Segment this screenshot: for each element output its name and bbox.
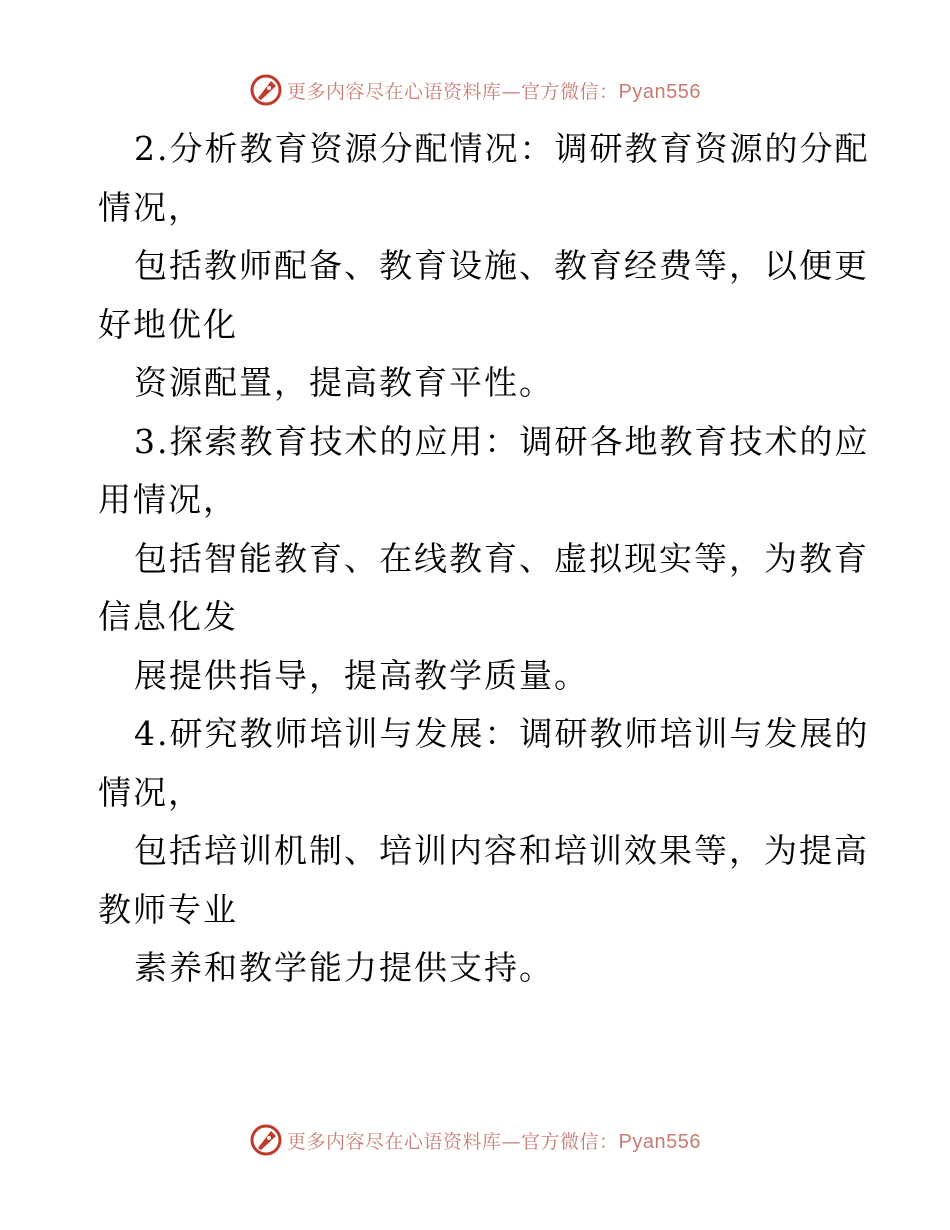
paragraph-line: 情况， <box>98 772 203 812</box>
paragraph-line: 包括智能教育、在线教育、虚拟现实等，为教育 <box>134 538 869 578</box>
watermark-text: 更多内容尽在心语资料库—官方微信：Pyan556 <box>287 1130 701 1153</box>
watermark-text: 更多内容尽在心语资料库—官方微信：Pyan556 <box>287 80 701 103</box>
paragraph-line: 教师专业 <box>98 889 238 929</box>
paragraph-line: 包括培训机制、培训内容和培训效果等，为提高 <box>134 831 869 870</box>
paragraph-line: 4.研究教师培训与发展：调研教师培训与发展的 <box>134 714 870 753</box>
paragraph-line: 资源配置，提高教育平性。 <box>134 363 554 402</box>
paragraph-line: 包括教师配备、教育设施、教育经费等，以便更 <box>134 246 869 285</box>
paragraph-line: 好地优化 <box>98 304 238 344</box>
document-body <box>98 120 870 998</box>
paragraph-line: 信息化发 <box>98 597 238 636</box>
paragraph-line: 3.探索教育技术的应用：调研各地教育技术的应 <box>134 421 870 461</box>
footer-watermark <box>0 1120 950 1160</box>
paragraph-line: 展提供指导，提高教学质量。 <box>134 655 589 695</box>
header-watermark <box>0 70 950 110</box>
paragraph-line: 素养和教学能力提供支持。 <box>134 948 554 987</box>
paragraph-line: 2.分析教育资源分配情况：调研教育资源的分配 <box>134 129 870 168</box>
pen-nib-icon <box>249 1123 283 1157</box>
paragraph-line: 用情况， <box>98 480 238 519</box>
paragraph-line: 情况， <box>98 187 203 227</box>
pen-nib-icon <box>249 73 283 107</box>
